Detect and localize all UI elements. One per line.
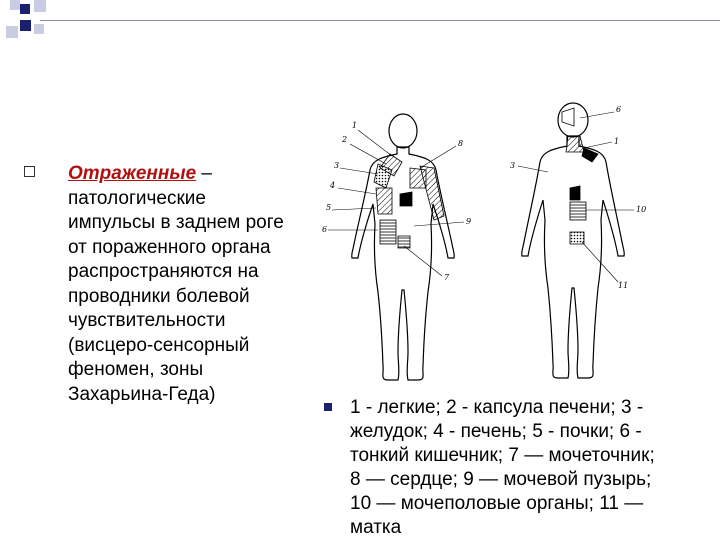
zone-stomach-front (400, 192, 412, 206)
deco-square (10, 0, 20, 10)
legend-line: 1 - легкие; 2 - капсула печени; 3 - (350, 397, 644, 418)
definition-line: от пораженного органа (68, 236, 271, 258)
zone-liver-front (376, 188, 392, 214)
zone-neck-back (566, 136, 584, 152)
definition-text (68, 162, 294, 407)
back-number: 1 (614, 137, 620, 146)
front-leader-lines (328, 130, 464, 276)
legend-line: тонкий кишечник; 7 — мочеточник; (350, 445, 655, 466)
deco-square (34, 0, 46, 12)
header-rule (40, 20, 720, 21)
hollow-square-bullet-icon (24, 166, 35, 177)
definition-bullet (24, 162, 294, 407)
legend-text (350, 396, 704, 540)
back-number: 3 (510, 161, 516, 170)
deco-square (20, 4, 30, 14)
definition-line: проводники болевой (68, 285, 250, 307)
legend-line: 8 — сердце; 9 — мочевой пузырь; (350, 469, 652, 490)
definition-line: чувствительности (68, 310, 226, 331)
definition-line: импульсы в заднем роге (68, 212, 284, 233)
term: Отраженные (68, 163, 197, 184)
zone-occiput (562, 108, 574, 126)
front-number: 5 (326, 203, 332, 212)
front-number: 7 (444, 273, 450, 282)
front-number: 1 (352, 121, 358, 130)
back-zones (562, 108, 598, 244)
zone-urogenital-back (570, 202, 586, 220)
legend-line: желудок; 4 - печень; 5 - почки; 6 - (350, 421, 642, 442)
deco-square (6, 26, 18, 38)
back-number: 11 (618, 281, 629, 290)
square-bullet-icon (324, 403, 332, 411)
front-number: 3 (334, 161, 340, 170)
legend-line: 10 — мочеполовые органы; 11 — (350, 493, 644, 514)
zakharyin-head-zones-figure (318, 96, 654, 392)
front-zones (374, 154, 444, 248)
definition-line: распространяются на (68, 261, 259, 282)
definition-line: патологические (68, 187, 206, 209)
back-body-outline (522, 136, 625, 378)
deco-square (20, 20, 31, 31)
front-number: 8 (458, 139, 464, 148)
definition-line-1: Отраженные – (68, 163, 213, 184)
definition-line: феномен, зоны (68, 359, 204, 380)
zone-chest-left (410, 168, 426, 188)
front-number: 4 (330, 181, 336, 190)
zone-kidney-back (570, 186, 580, 200)
definition-line: (висцеро-сенсорный (68, 334, 250, 356)
definition-line: Захарьина-Геда) (68, 383, 216, 405)
back-number: 6 (616, 105, 622, 114)
front-number: 2 (342, 135, 348, 144)
legend-line: матка (350, 517, 402, 538)
deco-square (34, 24, 44, 34)
back-number: 10 (636, 205, 647, 214)
zone-intestine-front (380, 220, 396, 244)
front-head (389, 114, 417, 148)
legend-bullet (324, 396, 704, 540)
front-number: 9 (466, 217, 472, 226)
front-body-outline (352, 147, 455, 380)
front-number: 6 (322, 225, 328, 234)
